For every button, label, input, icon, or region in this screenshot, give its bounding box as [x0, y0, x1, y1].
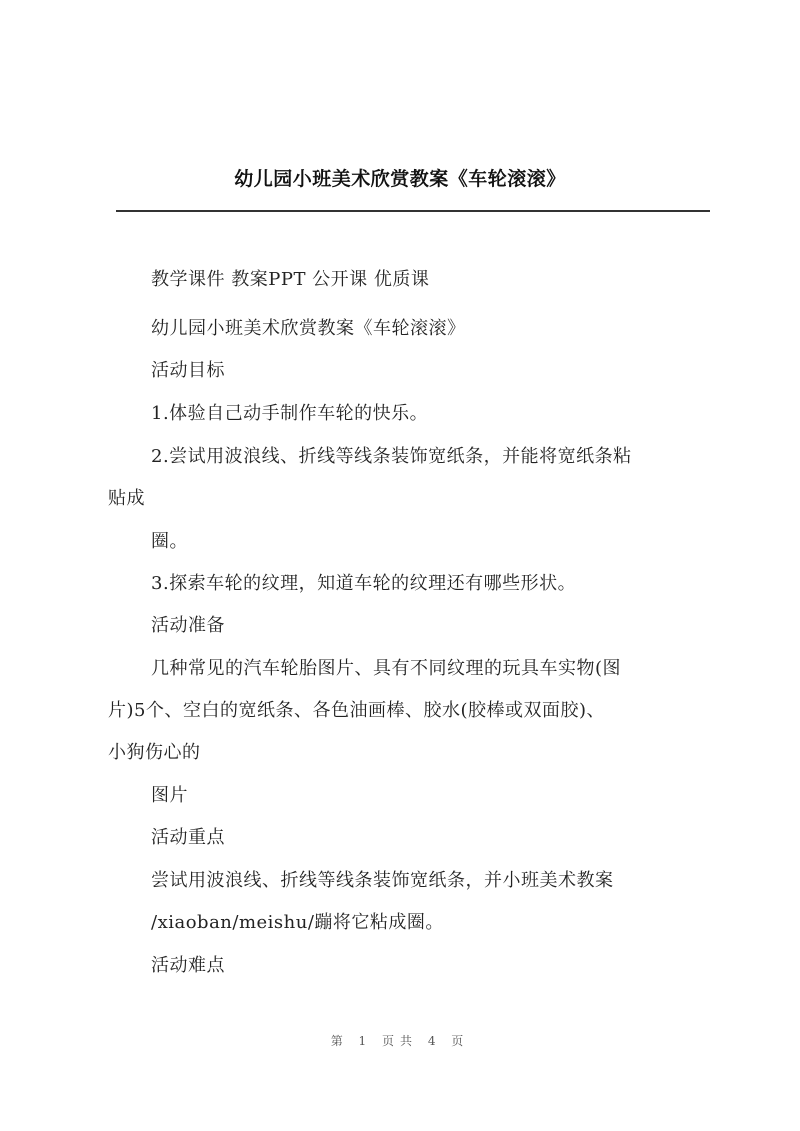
- paragraph-line: 圈。: [151, 531, 188, 552]
- title-divider: [116, 210, 710, 212]
- page-number: 第 1 页共 4 页: [330, 1034, 470, 1048]
- paragraph-line: 尝试用波浪线、折线等线条装饰宽纸条，并小班美术教案: [151, 870, 614, 891]
- paragraph-line: 2.尝试用波浪线、折线等线条装饰宽纸条，并能将宽纸条粘: [151, 446, 632, 467]
- section-heading: 活动目标: [151, 360, 225, 381]
- paragraph-line: 贴成: [108, 488, 145, 509]
- paragraph-line: 教学课件 教案PPT 公开课 优质课: [151, 269, 430, 290]
- paragraph-line: 幼儿园小班美术欣赏教案《车轮滚滚》: [151, 318, 466, 339]
- paragraph-line: 小狗伤心的: [108, 742, 201, 763]
- section-heading: 活动难点: [151, 955, 225, 976]
- document-title: 幼儿园小班美术欣赏教案《车轮滚滚》: [234, 168, 566, 190]
- paragraph-line: 图片: [151, 785, 188, 806]
- paragraph-line: 1.体验自己动手制作车轮的快乐。: [151, 403, 429, 424]
- paragraph-line: 3.探索车轮的纹理，知道车轮的纹理还有哪些形状。: [151, 573, 577, 594]
- paragraph-line: 片)5个、空白的宽纸条、各色油画棒、胶水(胶棒或双面胶)、: [108, 700, 606, 721]
- paragraph-line: /xiaoban/meishu/蹦将它粘成圈。: [151, 912, 444, 933]
- section-heading: 活动重点: [151, 827, 225, 848]
- section-heading: 活动准备: [151, 615, 225, 636]
- paragraph-line: 几种常见的汽车轮胎图片、具有不同纹理的玩具车实物(图: [151, 658, 622, 679]
